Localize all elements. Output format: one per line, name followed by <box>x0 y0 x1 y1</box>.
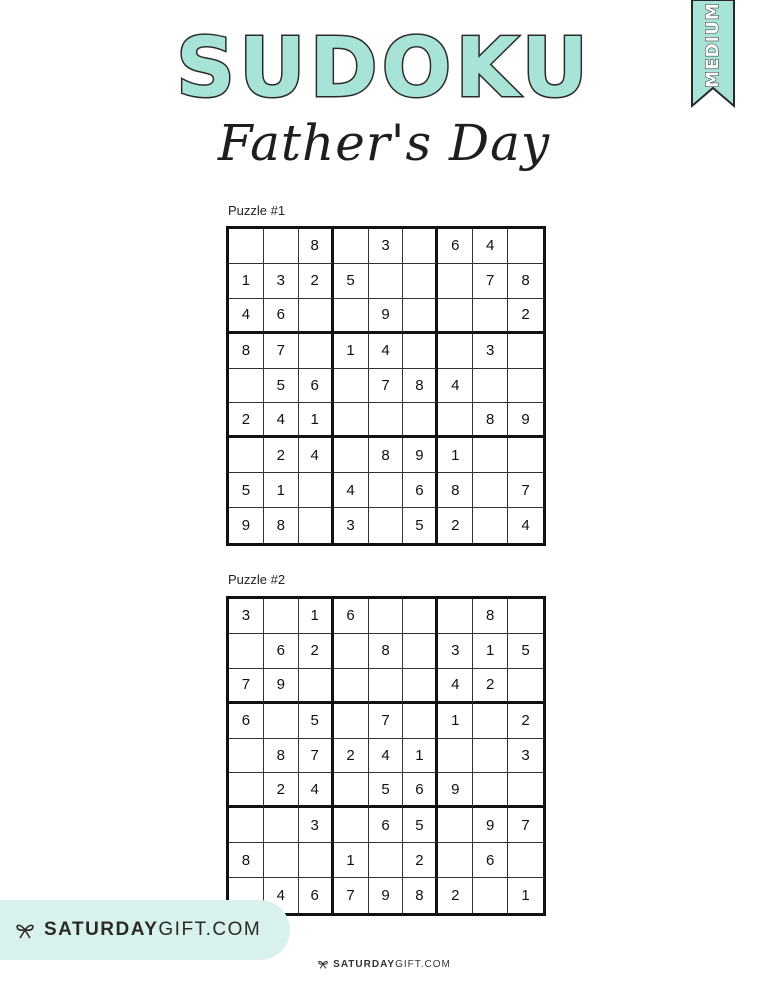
sudoku-cell: 4 <box>438 369 473 404</box>
sudoku-cell: 9 <box>369 878 404 913</box>
sudoku-cell <box>334 634 369 669</box>
sudoku-cell: 6 <box>299 369 334 404</box>
sudoku-cell: 7 <box>473 264 508 299</box>
sudoku-cell: 2 <box>438 508 473 543</box>
sudoku-cell: 9 <box>264 669 299 704</box>
sudoku-cell <box>438 299 473 334</box>
sudoku-cell: 9 <box>229 508 264 543</box>
sudoku-cell: 7 <box>229 669 264 704</box>
sudoku-cell: 2 <box>403 843 438 878</box>
sudoku-cell <box>369 669 404 704</box>
sudoku-cell: 8 <box>229 843 264 878</box>
sudoku-cell <box>334 369 369 404</box>
sudoku-cell <box>438 843 473 878</box>
sudoku-cell <box>403 229 438 264</box>
sudoku-cell <box>369 473 404 508</box>
sudoku-cell: 6 <box>334 599 369 634</box>
sudoku-cell <box>508 773 543 808</box>
sudoku-cell: 5 <box>403 508 438 543</box>
sudoku-cell: 7 <box>508 473 543 508</box>
sudoku-cell <box>229 229 264 264</box>
sudoku-cell <box>229 808 264 843</box>
sudoku-cell <box>508 599 543 634</box>
brand-name: SATURDAYGIFT.COM <box>44 919 262 940</box>
sudoku-cell <box>473 299 508 334</box>
brand-badge[interactable] <box>0 900 290 960</box>
sudoku-cell <box>473 704 508 739</box>
sudoku-cell: 4 <box>264 403 299 438</box>
sudoku-cell: 4 <box>299 773 334 808</box>
sudoku-cell: 7 <box>264 334 299 369</box>
sudoku-cell: 1 <box>229 264 264 299</box>
sudoku-cell: 3 <box>334 508 369 543</box>
sudoku-cell: 2 <box>229 403 264 438</box>
sudoku-cell: 3 <box>264 264 299 299</box>
page-title: SUDOKU <box>175 21 593 116</box>
sudoku-cell: 1 <box>403 739 438 774</box>
puzzle-1-grid <box>226 226 546 546</box>
sudoku-cell: 1 <box>299 403 334 438</box>
sudoku-cell <box>403 669 438 704</box>
sudoku-cell: 8 <box>473 403 508 438</box>
sudoku-cell <box>473 508 508 543</box>
sudoku-cell <box>229 739 264 774</box>
footer-brand: SATURDAYGIFT.COM <box>0 958 768 970</box>
sudoku-cell: 6 <box>403 473 438 508</box>
sudoku-cell: 8 <box>299 229 334 264</box>
sudoku-cell <box>508 369 543 404</box>
sudoku-cell <box>334 704 369 739</box>
sudoku-cell: 2 <box>264 773 299 808</box>
sudoku-cell: 4 <box>521 517 530 535</box>
sudoku-cell: 6 <box>264 634 299 669</box>
sudoku-cell <box>229 634 264 669</box>
sudoku-cell: 5 <box>299 704 334 739</box>
sudoku-cell: 6 <box>438 229 473 264</box>
sudoku-cell <box>473 473 508 508</box>
sudoku-cell: 1 <box>473 634 508 669</box>
sudoku-cell <box>403 634 438 669</box>
sudoku-cell: 8 <box>473 599 508 634</box>
sudoku-cell: 1 <box>438 704 473 739</box>
sudoku-cell <box>473 739 508 774</box>
sudoku-cell <box>403 299 438 334</box>
sudoku-cell: 3 <box>508 739 543 774</box>
sudoku-cell: 1 <box>438 438 473 473</box>
sudoku-cell: 7 <box>299 739 334 774</box>
sudoku-cell: 5 <box>508 634 543 669</box>
sudoku-cell: 4 <box>334 473 369 508</box>
sudoku-cell: 5 <box>403 808 438 843</box>
sudoku-cell: 7 <box>369 704 404 739</box>
difficulty-ribbon <box>690 0 736 110</box>
sudoku-cell <box>508 229 543 264</box>
sudoku-cell <box>264 229 299 264</box>
sudoku-cell: 6 <box>403 773 438 808</box>
sudoku-cell: 4 <box>299 438 334 473</box>
sudoku-cell: 9 <box>369 299 404 334</box>
sudoku-cell <box>264 808 299 843</box>
sudoku-cell <box>229 438 264 473</box>
sudoku-cell <box>264 843 299 878</box>
sudoku-cell: 7 <box>369 369 404 404</box>
sudoku-cell <box>508 843 543 878</box>
sudoku-cell: 7 <box>508 808 543 843</box>
sudoku-cell: 2 <box>334 739 369 774</box>
sudoku-cell: 8 <box>264 739 299 774</box>
puzzle-2-label: Puzzle #2 <box>228 572 286 587</box>
sudoku-cell: 2 <box>264 438 299 473</box>
sudoku-cell: 3 <box>369 229 404 264</box>
sudoku-cell <box>508 669 543 704</box>
sudoku-cell: 1 <box>334 843 369 878</box>
sudoku-cell <box>334 438 369 473</box>
sudoku-cell: 6 <box>229 704 264 739</box>
sudoku-cell: 2 <box>299 634 334 669</box>
sudoku-cell: 2 <box>473 669 508 704</box>
sudoku-cell <box>299 843 334 878</box>
sudoku-cell: 1 <box>299 599 334 634</box>
sudoku-cell <box>369 508 404 543</box>
sudoku-cell: 5 <box>264 369 299 404</box>
sudoku-cell <box>299 508 334 543</box>
sudoku-cell: 3 <box>229 599 264 634</box>
sudoku-cell <box>299 334 334 369</box>
sudoku-cell <box>403 334 438 369</box>
sudoku-cell: 7 <box>334 878 369 913</box>
sudoku-cell <box>473 773 508 808</box>
gift-bow-small-icon <box>317 958 329 970</box>
difficulty-label: MEDIUM <box>703 2 723 88</box>
sudoku-cell <box>229 773 264 808</box>
sudoku-cell <box>473 438 508 473</box>
sudoku-cell <box>473 369 508 404</box>
puzzle-2-grid <box>226 596 546 916</box>
sudoku-cell: 9 <box>438 773 473 808</box>
sudoku-cell <box>334 773 369 808</box>
sudoku-cell <box>369 843 404 878</box>
sudoku-cell: 3 <box>299 808 334 843</box>
sudoku-cell <box>473 878 508 913</box>
sudoku-cell: 8 <box>403 878 438 913</box>
sudoku-cell: 6 <box>264 299 299 334</box>
sudoku-cell <box>334 808 369 843</box>
sudoku-cell: 1 <box>334 334 369 369</box>
sudoku-cell: 9 <box>508 403 543 438</box>
sudoku-cell: 3 <box>438 634 473 669</box>
sudoku-cell: 2 <box>438 878 473 913</box>
sudoku-cell: 1 <box>521 887 530 905</box>
sudoku-cell <box>334 403 369 438</box>
sudoku-cell <box>508 438 543 473</box>
sudoku-cell: 9 <box>473 808 508 843</box>
sudoku-cell <box>438 739 473 774</box>
sudoku-cell: 8 <box>229 334 264 369</box>
gift-bow-icon <box>14 919 36 941</box>
sudoku-cell <box>334 229 369 264</box>
sudoku-cell <box>403 704 438 739</box>
sudoku-cell: 4 <box>438 669 473 704</box>
sudoku-cell: 8 <box>403 369 438 404</box>
sudoku-cell: 4 <box>369 334 404 369</box>
sudoku-cell <box>369 403 404 438</box>
sudoku-cell <box>403 599 438 634</box>
sudoku-cell <box>264 599 299 634</box>
sudoku-cell: 5 <box>229 473 264 508</box>
sudoku-cell <box>229 369 264 404</box>
sudoku-cell <box>334 669 369 704</box>
sudoku-cell: 4 <box>473 229 508 264</box>
sudoku-cell: 3 <box>473 334 508 369</box>
sudoku-cell: 5 <box>334 264 369 299</box>
sudoku-cell: 2 <box>508 299 543 334</box>
sudoku-cell: 8 <box>264 508 299 543</box>
sudoku-cell: 6 <box>299 878 334 913</box>
sudoku-cell: 2 <box>299 264 334 299</box>
sudoku-cell <box>369 599 404 634</box>
sudoku-cell: 8 <box>508 264 543 299</box>
sudoku-cell: 1 <box>264 473 299 508</box>
sudoku-cell: 6 <box>369 808 404 843</box>
sudoku-cell: 6 <box>473 843 508 878</box>
sudoku-cell <box>403 403 438 438</box>
sudoku-cell: 9 <box>403 438 438 473</box>
sudoku-cell: 8 <box>369 438 404 473</box>
sudoku-cell <box>438 599 473 634</box>
sudoku-cell: 5 <box>369 773 404 808</box>
sudoku-cell <box>438 403 473 438</box>
sudoku-cell <box>403 264 438 299</box>
sudoku-cell <box>299 299 334 334</box>
sudoku-cell <box>438 334 473 369</box>
puzzle-1-label: Puzzle #1 <box>228 203 286 218</box>
sudoku-cell <box>369 264 404 299</box>
sudoku-cell: 4 <box>229 299 264 334</box>
sudoku-cell <box>299 669 334 704</box>
sudoku-cell <box>264 704 299 739</box>
page-subtitle: Father's Day <box>217 114 551 172</box>
sudoku-cell <box>438 808 473 843</box>
sudoku-cell <box>508 334 543 369</box>
sudoku-cell <box>438 264 473 299</box>
sudoku-cell: 4 <box>369 739 404 774</box>
sudoku-cell: 8 <box>369 634 404 669</box>
sudoku-cell <box>334 299 369 334</box>
sudoku-cell <box>299 473 334 508</box>
sudoku-cell: 8 <box>438 473 473 508</box>
sudoku-cell: 4 <box>264 878 299 913</box>
sudoku-cell: 2 <box>508 704 543 739</box>
